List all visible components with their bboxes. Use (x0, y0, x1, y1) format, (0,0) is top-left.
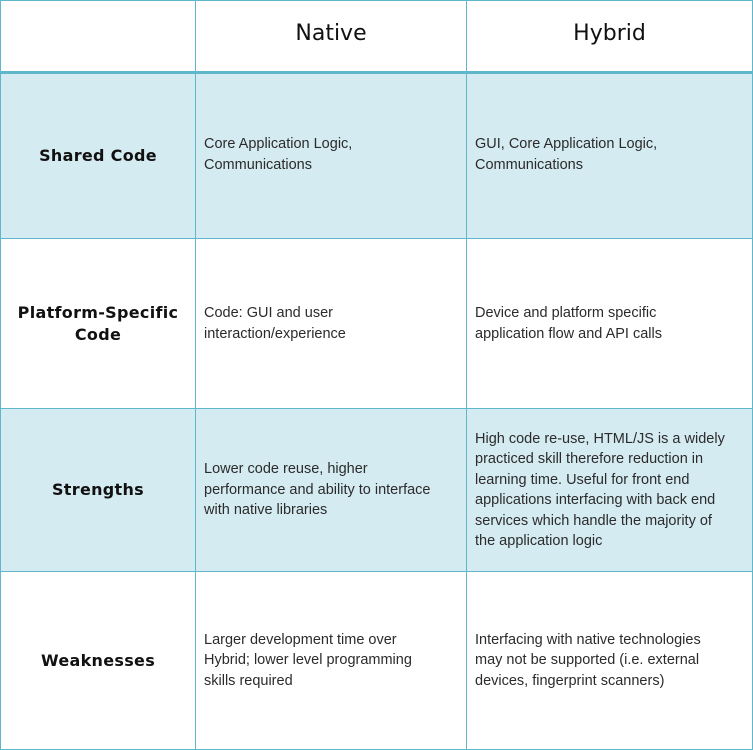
cell-native-shared-code: Core Application Logic, Communications (196, 74, 467, 239)
cell-hybrid-strengths: High code re-use, HTML/JS is a widely practiced skill therefore reduction in learning time. Useful for front end applications interfacing with back end services which handle the majority of the application logic (467, 409, 753, 572)
row-label-shared-code: Shared Code (0, 74, 196, 239)
header-hybrid: Hybrid (467, 0, 753, 74)
row-label-strengths: Strengths (0, 409, 196, 572)
row-label-weaknesses: Weaknesses (0, 572, 196, 750)
header-corner-cell (0, 0, 196, 74)
cell-native-platform-specific-code: Code: GUI and user interaction/experience (196, 239, 467, 409)
cell-hybrid-platform-specific-code: Device and platform specific application flow and API calls (467, 239, 753, 409)
cell-hybrid-weaknesses: Interfacing with native technologies may not be supported (i.e. external devices, fingerprint scanners) (467, 572, 753, 750)
header-native: Native (196, 0, 467, 74)
cell-native-weaknesses: Larger development time over Hybrid; lower level programming skills required (196, 572, 467, 750)
cell-native-strengths: Lower code reuse, higher performance and ability to interface with native libraries (196, 409, 467, 572)
cell-hybrid-shared-code: GUI, Core Application Logic, Communications (467, 74, 753, 239)
row-label-platform-specific-code: Platform-Specific Code (0, 239, 196, 409)
